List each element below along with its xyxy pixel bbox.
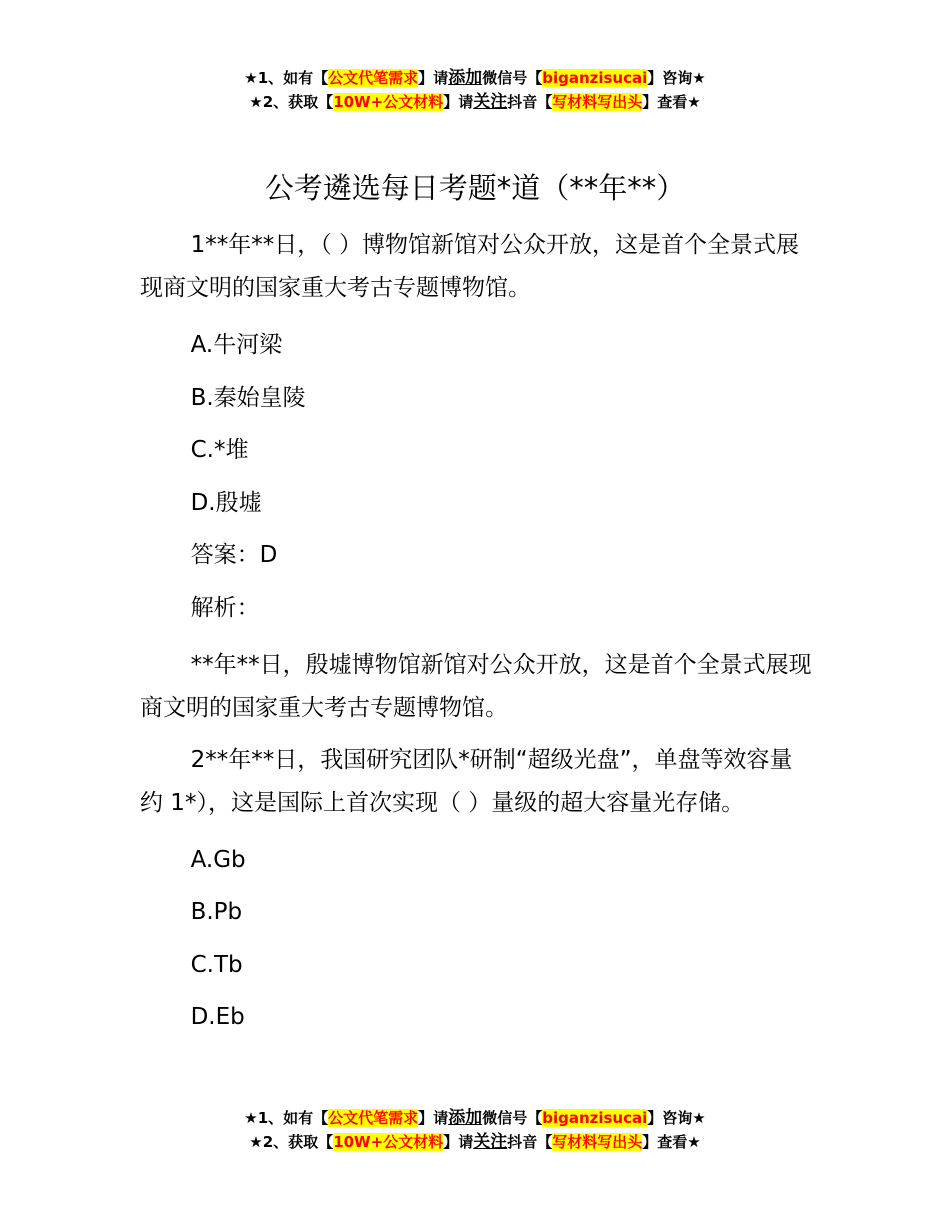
footer-banner: [0, 1106, 950, 1154]
option-a: A.Gb: [190, 846, 246, 873]
page-title: 公考遴选每日考题*道（**年**）: [264, 171, 686, 205]
banner-line-2: [0, 90, 950, 114]
question-stem: 1**年**日，（ ）博物馆新馆对公众开放，这是首个全景式展现商文明的国家重大考古专题博物馆。: [140, 232, 800, 301]
header-banner: [0, 66, 950, 114]
banner-text: 】咨询★: [647, 69, 706, 87]
banner-line-1: [0, 1106, 950, 1130]
banner-text: 】咨询★: [647, 1109, 706, 1127]
banner-text: 微信号【: [482, 69, 543, 87]
banner-text: 抖音【: [507, 1133, 553, 1151]
banner-text: 】请: [418, 69, 449, 87]
banner-highlight: 公文代笔需求: [328, 1109, 419, 1127]
analysis-text: **年**日，殷墟博物馆新馆对公众开放，这是首个全景式展现商文明的国家重大考古专题博物馆。: [140, 651, 812, 721]
banner-underline: 添加: [448, 1108, 483, 1128]
option-d: D.殷墟: [190, 489, 262, 516]
option-b: B.Pb: [190, 899, 243, 926]
banner-text: ★1、如有【: [244, 1109, 329, 1127]
option-a: A.牛河梁: [190, 332, 283, 358]
question-stem: 2**年**日，我国研究团队*研制“超级光盘”，单盘等效容量约 1*），这是国际上首次实现（ ）量级的超大容量光存储。: [140, 746, 793, 816]
analysis-label: 解析：: [190, 594, 260, 621]
option-d: D.Eb: [190, 1004, 245, 1031]
banner-text: ★1、如有【: [244, 69, 329, 87]
banner-underline: 关注: [473, 1132, 508, 1152]
banner-highlight: biganzisucai: [542, 69, 648, 87]
banner-line-2: [0, 1130, 950, 1154]
option-c: C.Tb: [190, 951, 243, 978]
banner-line-1: [0, 66, 950, 90]
banner-highlight: 公文代笔需求: [328, 69, 419, 87]
banner-highlight: 10W+公文材料: [333, 1133, 444, 1151]
banner-text: 】查看★: [642, 1133, 701, 1151]
option-b: B.秦始皇陵: [190, 384, 306, 411]
banner-highlight: biganzisucai: [542, 1109, 648, 1127]
banner-text: 】请: [418, 1109, 449, 1127]
banner-text: 微信号【: [482, 1109, 543, 1127]
banner-underline: 添加: [448, 68, 483, 88]
banner-highlight: 写材料写出头: [552, 1133, 643, 1151]
answer: 答案：D: [190, 542, 278, 569]
banner-text: ★2、获取【: [249, 93, 334, 111]
banner-text: 】请: [443, 1133, 474, 1151]
banner-highlight: 10W+公文材料: [333, 93, 444, 111]
banner-text: ★2、获取【: [249, 1133, 334, 1151]
banner-text: 】查看★: [642, 93, 701, 111]
option-c: C.*堆: [190, 437, 249, 464]
banner-text: 抖音【: [507, 93, 553, 111]
banner-text: 】请: [443, 93, 474, 111]
banner-highlight: 写材料写出头: [552, 93, 643, 111]
question-list: [140, 224, 812, 1044]
banner-underline: 关注: [473, 92, 508, 112]
